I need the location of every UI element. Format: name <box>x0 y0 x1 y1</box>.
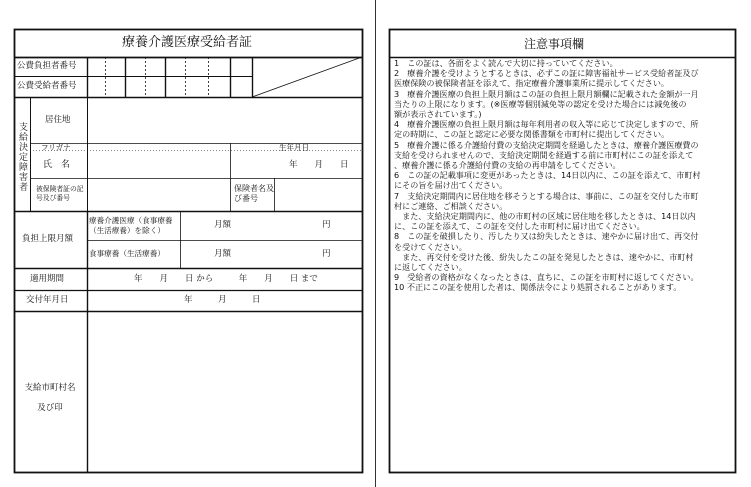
note-line: を受けてください。 <box>394 241 467 252</box>
note-line: 医療保険の被保険者証を添えて、指定療養介護事業所に提示してください。 <box>394 78 670 89</box>
copay-limit-label: 負担上限月額 <box>22 234 74 244</box>
payer-number-label: 公費負担者番号 <box>17 61 77 71</box>
birthdate-label: 生年月日 <box>279 143 309 152</box>
note-line: 額が表示されています。) <box>394 109 482 120</box>
validity-format: 年 月 日 から 年 月 日 まで <box>134 274 318 284</box>
note-line: また、支給決定期間内に、他の市町村の区域に居住地を移したときは、14日以内 <box>394 211 696 222</box>
note-line: 2 療養介護を受けようとするときは、必ずこの証に障害福祉サービス受給者証及び <box>394 68 699 79</box>
address-label: 居住地 <box>45 115 71 125</box>
insurer-label: 保険者名及び番号 <box>234 184 274 203</box>
note-line: 定の時期に、この証と認定に必要な関係書類を市町村に提出してください。 <box>394 129 670 140</box>
note-line: 6 この証の記載事項に変更があったときは、14日以内に、この証を添えて、市町村 <box>394 170 701 181</box>
meal-yen-label: 円 <box>322 249 331 259</box>
issue-date-label: 交付年月日 <box>26 295 69 305</box>
name-label: 氏 名 <box>43 160 71 170</box>
note-line: 、療養介護に係る介護給付費の支給の再申請をしてください。 <box>394 160 621 171</box>
note-line: 5 療養介護に係る介護給付費の支給決定期間を経過したときは、療養介護医療費の <box>394 139 699 150</box>
notes-list <box>394 58 732 293</box>
certificate-title: 療養介護医療受給者証 <box>122 35 253 50</box>
note-line: また、再交付を受けた後、紛失したこの証を発見したときは、速やかに、市町村 <box>394 251 694 262</box>
notes-title: 注意事項欄 <box>524 37 585 51</box>
note-line: に、この証を添えて、この証を交付した市町村に届け出てください。 <box>394 221 645 232</box>
note-line: 9 受給者の資格がなくなったときは、直ちに、この証を市町村に返してください。 <box>394 272 699 283</box>
medical-yen-label: 円 <box>322 220 331 230</box>
issue-date-format: 年 月 日 <box>184 295 261 305</box>
note-line: 支給を受けられませんので、支給決定期間を経過する前に市町村にこの証を添えて <box>394 149 694 160</box>
meal-copay-label: 食事療養（生活療養） <box>89 249 165 258</box>
note-line: 8 この証を破損したり、汚したり又は紛失したときは、速やかに届け出て、再交付 <box>394 231 699 242</box>
note-line: 4 療養介護医療の負担上限月額は毎年利用者の収入等に応じて決定しますので、所 <box>394 119 699 130</box>
municipality-label: 支給市町村名及び印 <box>24 383 76 413</box>
note-line: 10 不正にこの証を使用した者は、関係法令により処罰されることがあります。 <box>394 282 682 293</box>
note-line: 1 この証は、各面をよく読んで大切に持っていてください。 <box>394 58 618 68</box>
validity-label: 適用期間 <box>30 274 65 284</box>
medical-copay-label: 療養介護医療（食事療養（生活療養）を除く） <box>89 216 173 235</box>
insurance-card-label: 被保険者証の記号及び番号 <box>36 185 84 202</box>
birthdate-format: 年 月 日 <box>289 160 349 170</box>
note-line: 当たりの上限になります。(※医療等個別減免等の認定を受けた場合には減免後の <box>394 98 687 109</box>
note-line: 7 支給決定期間内に居住地を移そうとする場合は、事前に、この証を交付した市町 <box>394 190 699 201</box>
recipient-number-label: 公費受給者番号 <box>17 81 77 91</box>
note-line: にその旨を届け出てください。 <box>394 180 508 191</box>
note-line: 3 療養介護医療の負担上限月額はこの証の負担上限月額欄に記載された金額が一月 <box>394 88 699 99</box>
eligible-person-label: 支給決定障害者 <box>17 122 27 192</box>
note-line: に返してください。 <box>394 262 467 273</box>
note-line: 村にご連絡、ご相談ください。 <box>394 200 508 211</box>
furigana-label: フリガナ <box>41 143 71 152</box>
medical-monthly-label: 月額 <box>214 220 232 230</box>
meal-monthly-label: 月額 <box>214 249 232 259</box>
